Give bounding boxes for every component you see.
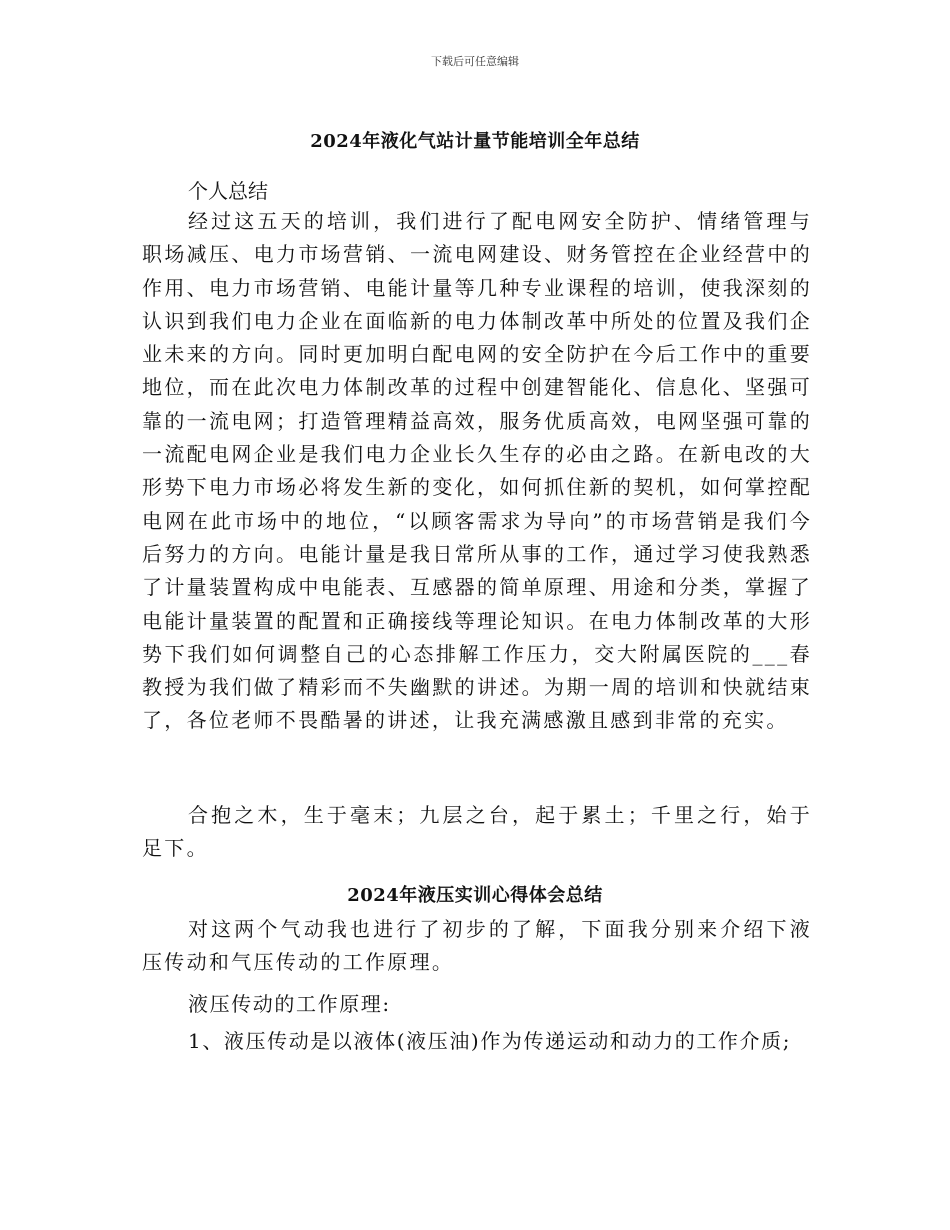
document-title: 2024年液化气站计量节能培训全年总结: [310, 131, 640, 152]
body-paragraph-training: 经过这五天的培训，我们进行了配电网安全防护、情绪管理与职场减压、电力市场营销、一流电网建设、财务管控在企业经营中的作用、电力市场营销、电能计量等几种专业课程的培训，使我深刻的认识到我们电力企业在面临新的电力体制改革中所处的位置及我们企业未来的方向。同时更加明白配电网的安全防护在今后工作中的重要地位，而在此次电力体制改革的过程中创建智能化、信息化、坚强可靠的一流电网；打造管理精益高效，服务优质高效，电网坚强可靠的一流配电网企业是我们电力企业长久生存的必由之路。在新电改的大形势下电力市场必将发生新的变化，如何抓住新的契机，如何掌控配电网在此市场中的地位，“以顾客需求为导向”的市场营销是我们今后努力的方向。电能计量是我日常所从事的工作，通过学习使我熟悉了计量装置构成中电能表、互感器的简单原理、用途和分类，掌握了电能计量装置的配置和正确接线等理论知识。在电力体制改革的大形势下我们如何调整自己的心态排解工作压力，交大附属医院的___春教授为我们做了精彩而不失幽默的讲述。为期一周的培训和快就结束了，各位老师不畏酷暑的讲述，让我充满感激且感到非常的充实。: [142, 209, 812, 733]
body-paragraph-intro: 对这两个气动我也进行了初步的了解，下面我分别来介绍下液压传动和气压传动的工作原理。: [142, 917, 812, 975]
section-heading-personal-summary: 个人总结: [188, 179, 268, 203]
body-paragraph-proverb: 合抱之木，生于毫末；九层之台，起于累土；千里之行，始于足下。: [142, 803, 812, 861]
subheading-hydraulic-principle: 液压传动的工作原理:: [188, 992, 391, 1016]
list-item-1: 1、液压传动是以液体(液压油)作为传递运动和动力的工作介质;: [188, 1029, 792, 1053]
section-title-hydraulic: 2024年液压实训心得体会总结: [347, 885, 603, 906]
header-note: 下载后可任意编辑: [431, 55, 519, 68]
